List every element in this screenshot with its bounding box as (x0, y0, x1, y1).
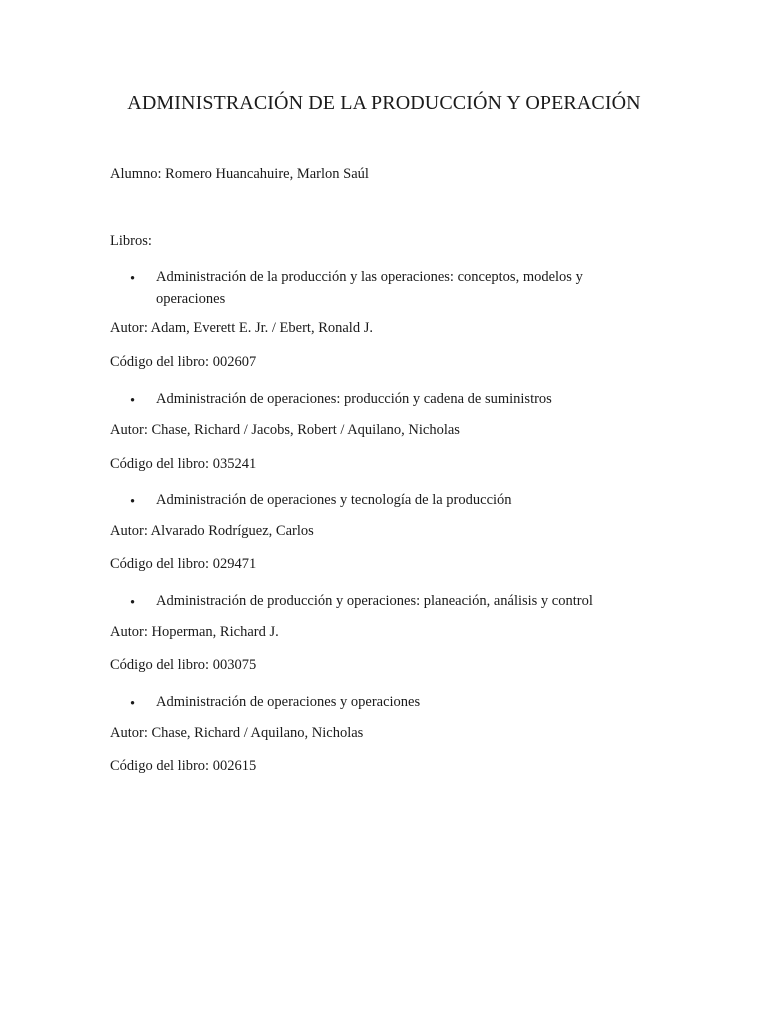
book-author: Autor: Chase, Richard / Jacobs, Robert / Aquilano, Nicholas (110, 422, 460, 438)
book-code: Código del libro: 003075 (110, 657, 257, 673)
book-title: Administración de operaciones y tecnología de la producción (156, 492, 512, 508)
student-name: Alumno: Romero Huancahuire, Marlon Saúl (110, 166, 369, 182)
book-code: Código del libro: 029471 (110, 556, 257, 572)
document-title: ADMINISTRACIÓN DE LA PRODUCCIÓN Y OPERACIÓN (127, 92, 641, 114)
books-label: Libros: (110, 233, 152, 249)
book-author: Autor: Adam, Everett E. Jr. / Ebert, Ronald J. (110, 320, 373, 336)
book-code: Código del libro: 002607 (110, 354, 257, 370)
book-author: Autor: Alvarado Rodríguez, Carlos (110, 523, 314, 539)
bullet-icon: • (130, 271, 136, 287)
book-title: Administración de producción y operaciones: planeación, análisis y control (156, 593, 593, 609)
book-code: Código del libro: 035241 (110, 456, 257, 472)
book-title: Administración de la producción y las operaciones: conceptos, modelos y operaciones (156, 269, 583, 307)
bullet-icon: • (130, 494, 136, 510)
book-title: Administración de operaciones: producción y cadena de suministros (156, 391, 552, 407)
bullet-icon: • (130, 595, 136, 611)
book-title: Administración de operaciones y operaciones (156, 694, 421, 710)
bullet-icon: • (130, 696, 136, 712)
book-author: Autor: Chase, Richard / Aquilano, Nicholas (110, 725, 364, 741)
book-code: Código del libro: 002615 (110, 758, 257, 774)
bullet-icon: • (130, 393, 136, 409)
book-author: Autor: Hoperman, Richard J. (110, 624, 279, 640)
